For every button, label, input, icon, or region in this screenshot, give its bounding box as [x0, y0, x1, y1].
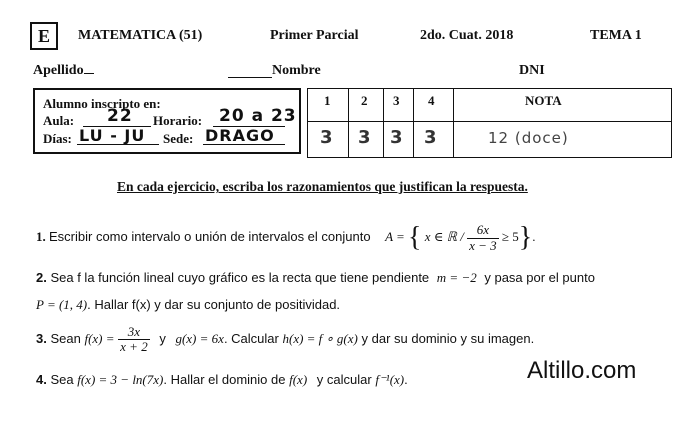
dias-label: Días: — [43, 131, 72, 146]
exam-title: Primer Parcial — [270, 28, 359, 43]
subject-title: MATEMATICA (51) — [78, 28, 203, 43]
enrollment-box — [33, 88, 301, 154]
score-2: 3 — [358, 127, 372, 148]
grade-col-3: 3 — [393, 93, 400, 108]
dni-label: DNI — [519, 63, 545, 78]
grid-divider — [383, 89, 384, 157]
tema-letter-box: E — [30, 22, 58, 50]
grade-col-1: 1 — [324, 93, 331, 108]
exercise-1: 1. Escribir como intervalo o unión de intervalos el conjunto A = { x ∈ ℝ / $\frac{6x}{x - 3}$ ≥ 5}. — [36, 222, 536, 253]
tema-label: TEMA 1 — [590, 28, 642, 43]
score-4: 3 — [424, 127, 438, 148]
score-3: 3 — [390, 127, 404, 148]
nota-value: 12 (doce) — [488, 129, 569, 147]
instruction: En cada ejercicio, escriba los razonamientos que justifican la respuesta. — [117, 179, 528, 194]
dias-value: LU - JU — [79, 126, 146, 145]
nombre-underline — [228, 77, 272, 78]
exercise-2-line1: 2. Sea f la función lineal cuyo gráfico es la recta que tiene pendiente m = −2 y pasa por el punto — [36, 270, 595, 285]
aula-value: 22 — [107, 106, 133, 126]
apellido-label: Apellido — [33, 63, 94, 79]
enrollment-heading: Alumno inscripto en: — [43, 96, 161, 111]
watermark: Altillo.com — [527, 357, 637, 384]
grade-col-2: 2 — [361, 93, 368, 108]
grid-divider — [453, 89, 454, 157]
grid-divider — [348, 89, 349, 157]
score-1: 3 — [320, 127, 334, 148]
horario-value: 20 a 23 — [219, 106, 297, 126]
nombre-label: Nombre — [272, 63, 321, 78]
grid-row-divider — [308, 121, 671, 122]
grid-divider — [413, 89, 414, 157]
horario-label: Horario: — [153, 113, 203, 128]
grade-col-4: 4 — [428, 93, 435, 108]
sede-value: DRAGO — [205, 126, 275, 145]
exercise-2-line2: P = (1, 4). Hallar f(x) y dar su conjunto de positividad. — [36, 297, 341, 312]
grade-table — [307, 88, 672, 158]
nota-header: NOTA — [525, 93, 562, 108]
exercise-3: 3. Sean f(x) = $\frac{3x}{x + 2}$ y g(x) = 6x. Calcular h(x) = f ∘ g(x) y dar su dominio y su imagen. — [36, 324, 535, 355]
exercise-4: 4. Sea f(x) = 3 − ln(7x). Hallar el dominio de f(x) y calcular f⁻¹(x). — [36, 372, 408, 387]
term-label: 2do. Cuat. 2018 — [420, 28, 514, 43]
sede-label: Sede: — [163, 131, 194, 146]
aula-label: Aula: — [43, 113, 75, 128]
